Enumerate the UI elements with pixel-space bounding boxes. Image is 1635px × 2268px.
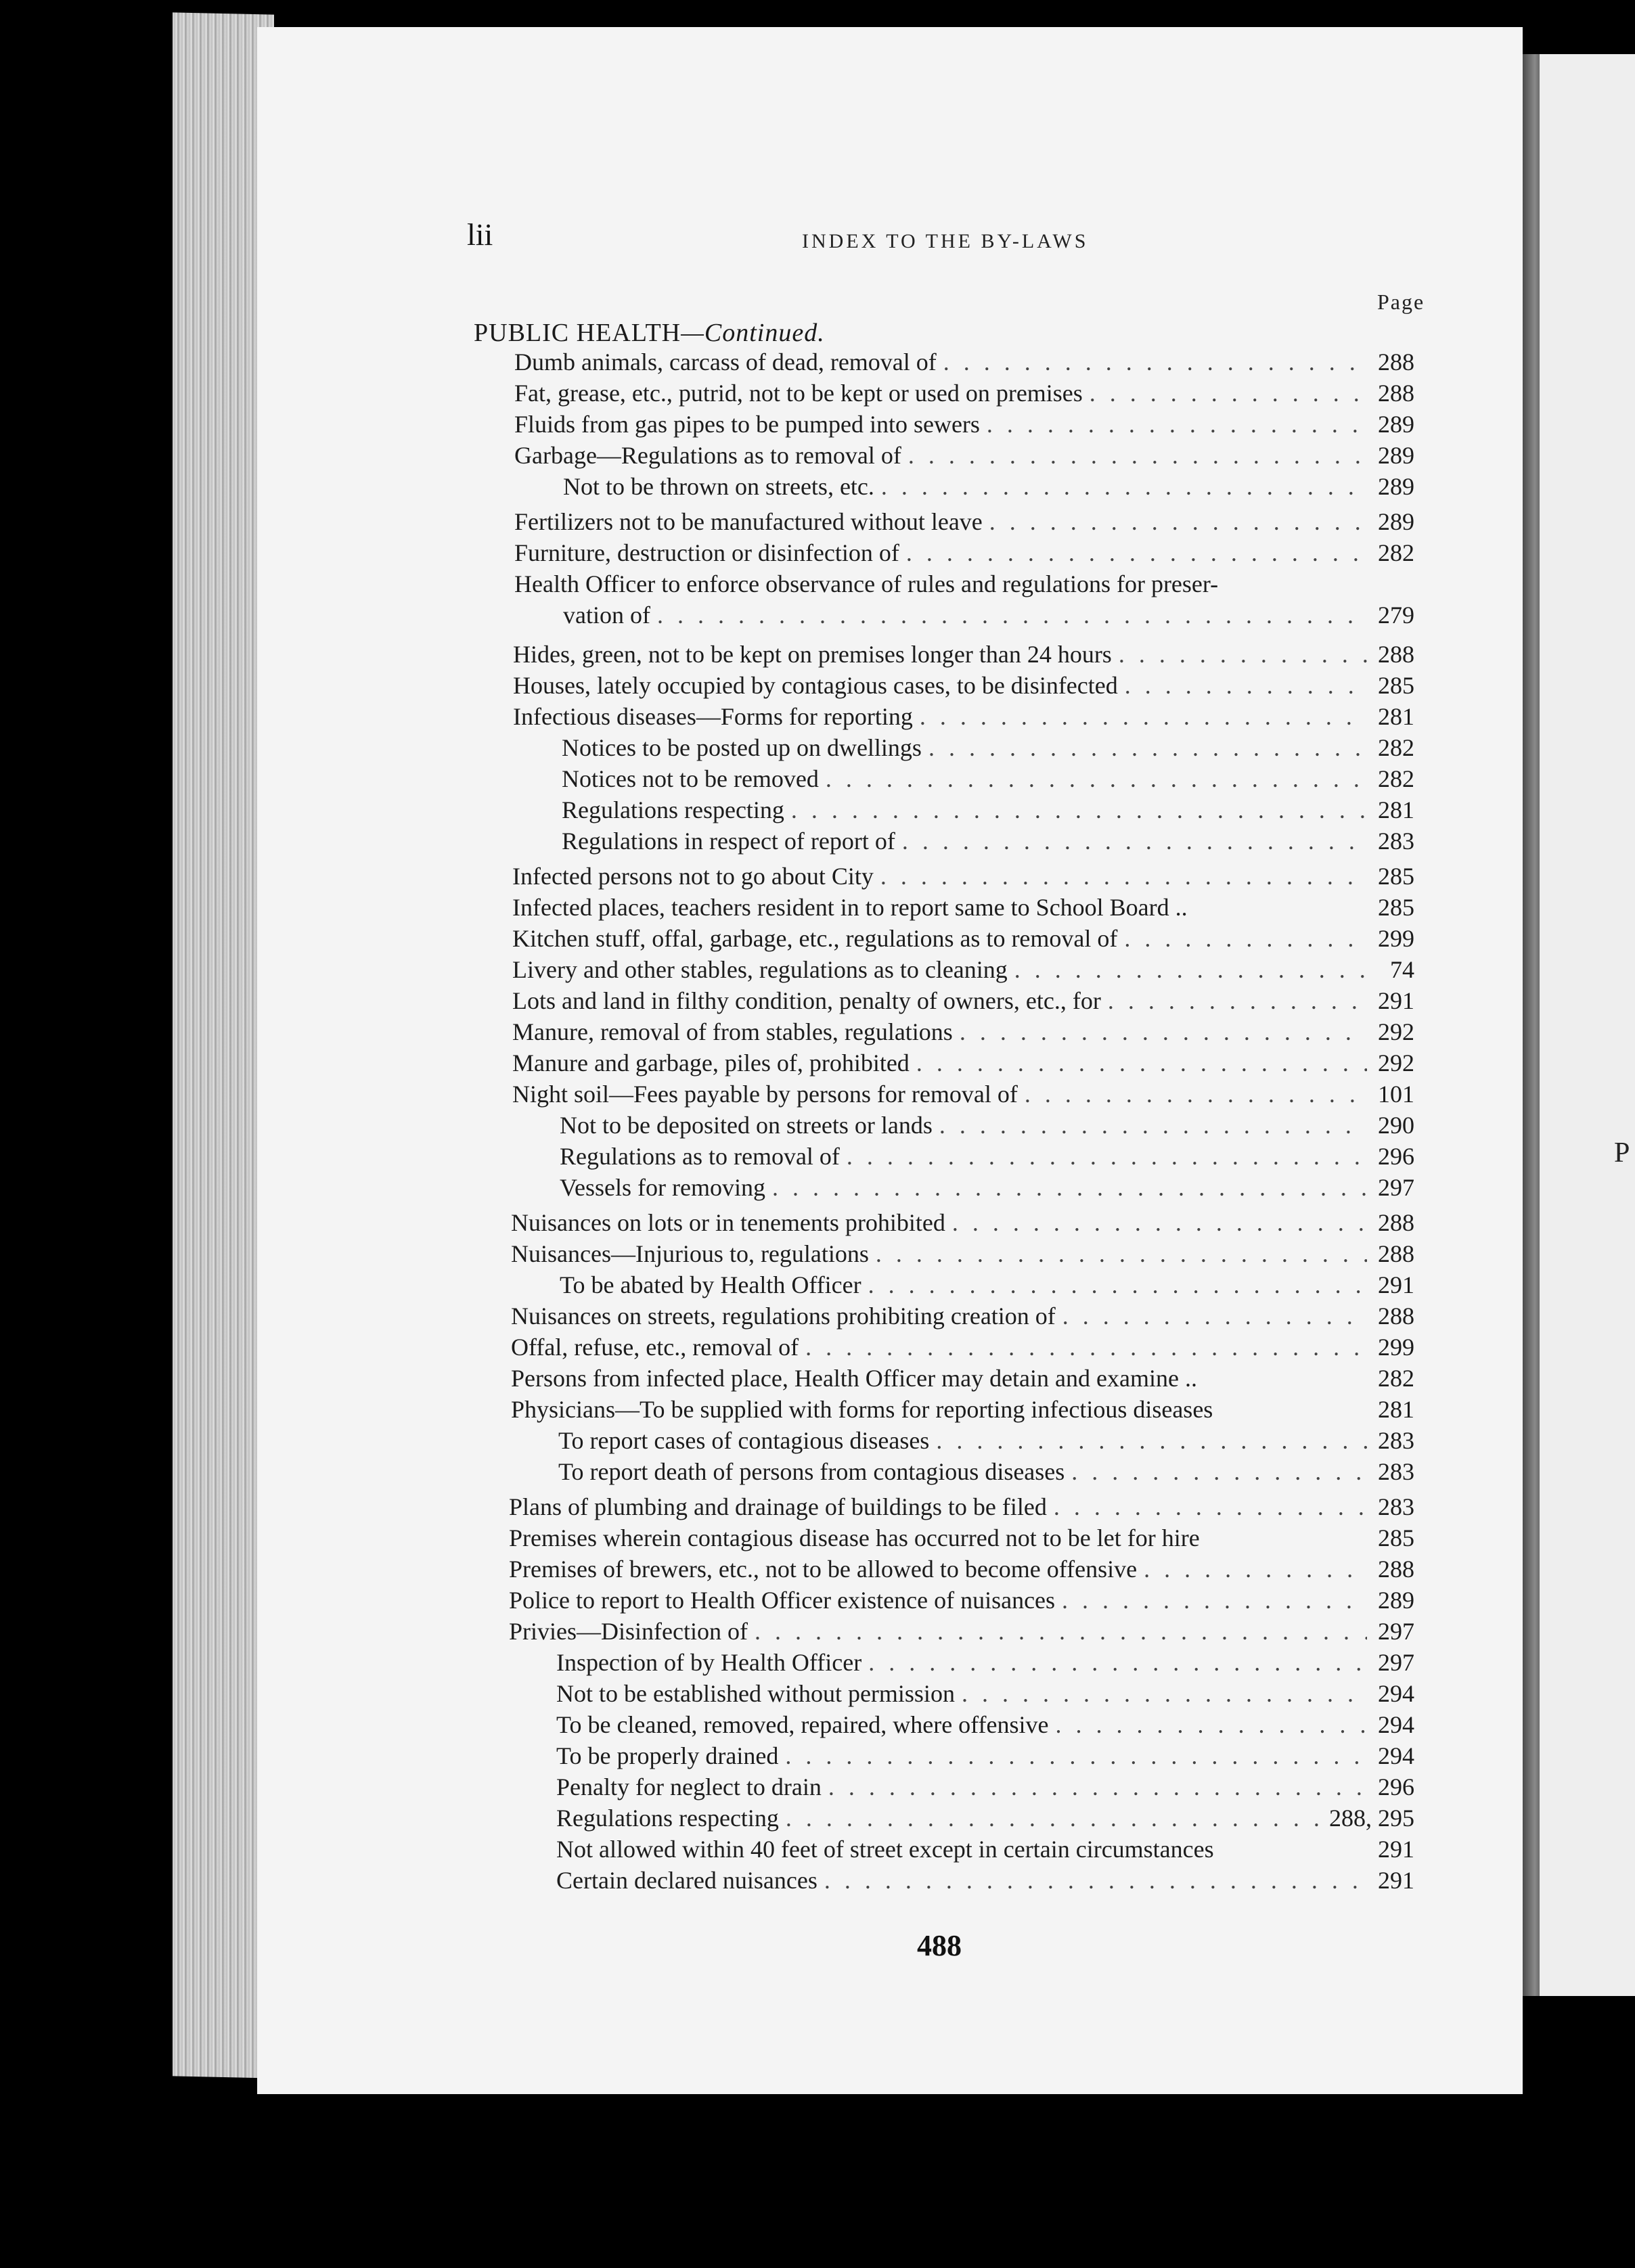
index-entry: Furniture, destruction or disinfection of . . . 282 <box>514 538 1414 568</box>
index-entry: Houses, lately occupied by contagious cases, to be disinfected . . . 285 <box>513 671 1414 700</box>
index-entry: Fat, grease, etc., putrid, not to be kept or used on premises . . . 288 <box>514 378 1414 408</box>
page-folio: 488 <box>917 1929 962 1962</box>
index-entry: Fertilizers not to be manufactured without leave . . . 289 <box>514 507 1414 537</box>
index-entry: Physicians—To be supplied with forms for reporting infectious diseases 281 <box>511 1396 1414 1423</box>
section-title: PUBLIC HEALTH <box>474 319 681 347</box>
index-entry: Regulations respecting . . . 288, 295 <box>556 1803 1414 1833</box>
index-entry: Persons from infected place, Health Officer may detain and examine .. 282 <box>511 1365 1414 1392</box>
index-entry: Police to report to Health Officer existence of nuisances . . . 289 <box>509 1585 1414 1615</box>
index-entry: Dumb animals, carcass of dead, removal of . . . 288 <box>514 347 1414 377</box>
index-entry: Privies—Disinfection of . . . 297 <box>509 1616 1414 1646</box>
page-roman-number: lii <box>467 217 493 252</box>
running-title: INDEX TO THE BY-LAWS <box>802 230 1089 252</box>
index-entry: Infected persons not to go about City . . . 285 <box>512 861 1414 891</box>
index-entry: Inspection of by Health Officer . . . 297 <box>556 1648 1414 1677</box>
index-entry: Notices not to be removed . . . 282 <box>562 764 1414 794</box>
index-entry: Nuisances on lots or in tenements prohibited . . . 288 <box>511 1208 1414 1238</box>
index-entry: Not to be deposited on streets or lands . . . 290 <box>560 1110 1414 1140</box>
index-entry: Not to be established without permission . . . 294 <box>556 1679 1414 1708</box>
facing-page-letter: P <box>1614 1137 1630 1169</box>
section-continued: —Continued. <box>681 319 825 347</box>
index-entry: Plans of plumbing and drainage of buildings to be filed . . . 283 <box>509 1492 1414 1522</box>
page-column-label: Page <box>1377 290 1425 314</box>
index-entry: Premises wherein contagious disease has occurred not to be let for hire 285 <box>509 1524 1414 1551</box>
index-entry: Not allowed within 40 feet of street except in certain circumstances 291 <box>556 1836 1414 1863</box>
index-entry: Kitchen stuff, offal, garbage, etc., regulations as to removal of . . . 299 <box>512 924 1414 953</box>
index-entry: Premises of brewers, etc., not to be allowed to become offensive . . . 288 <box>509 1554 1414 1584</box>
index-entry: Offal, refuse, etc., removal of . . . 299 <box>511 1332 1414 1362</box>
index-entry: Regulations in respect of report of . . . 283 <box>562 826 1414 856</box>
index-entry: Vessels for removing . . . 297 <box>560 1173 1414 1202</box>
index-entry: Nuisances—Injurious to, regulations . . . 288 <box>511 1239 1414 1269</box>
index-entry: Penalty for neglect to drain . . . 296 <box>556 1772 1414 1802</box>
index-entry: Regulations as to removal of . . . 296 <box>560 1141 1414 1171</box>
index-entry: To be cleaned, removed, repaired, where offensive . . . 294 <box>556 1710 1414 1740</box>
index-entry: Garbage—Regulations as to removal of . . . 289 <box>514 440 1414 470</box>
index-entry: Regulations respecting . . . 281 <box>562 795 1414 825</box>
index-entry: To report death of persons from contagious diseases . . . 283 <box>558 1457 1414 1487</box>
index-entry: Infected places, teachers resident in to report same to School Board .. 285 <box>512 894 1414 921</box>
index-entry: Nuisances on streets, regulations prohibiting creation of . . . 288 <box>511 1301 1414 1331</box>
index-entry: Not to be thrown on streets, etc. . . . 289 <box>563 472 1414 501</box>
index-entry: Fluids from gas pipes to be pumped into sewers . . . 289 <box>514 409 1414 439</box>
index-entry: Livery and other stables, regulations as to cleaning . . . 74 <box>512 955 1414 984</box>
index-entry: Infectious diseases—Forms for reporting . . . 281 <box>513 702 1414 731</box>
index-entry: vation of . . . 279 <box>563 600 1414 630</box>
index-entry: Hides, green, not to be kept on premises longer than 24 hours . . . 288 <box>513 639 1414 669</box>
index-entry: Manure, removal of from stables, regulations . . . 292 <box>512 1017 1414 1047</box>
index-entry: To be abated by Health Officer . . . 291 <box>560 1270 1414 1300</box>
index-entry: To be properly drained . . . 294 <box>556 1741 1414 1771</box>
index-entry: Notices to be posted up on dwellings . . . 282 <box>562 733 1414 763</box>
index-entry: Lots and land in filthy condition, penalty of owners, etc., for . . . 291 <box>512 986 1414 1016</box>
index-entry: To report cases of contagious diseases . . . 283 <box>558 1426 1414 1455</box>
index-entry: Certain declared nuisances . . . 291 <box>556 1865 1414 1895</box>
index-entry: Health Officer to enforce observance of rules and regulations for preser- <box>514 570 1219 597</box>
index-entry: Manure and garbage, piles of, prohibited . . . 292 <box>512 1048 1414 1078</box>
index-entry: Night soil—Fees payable by persons for removal of . . . 101 <box>512 1079 1414 1109</box>
